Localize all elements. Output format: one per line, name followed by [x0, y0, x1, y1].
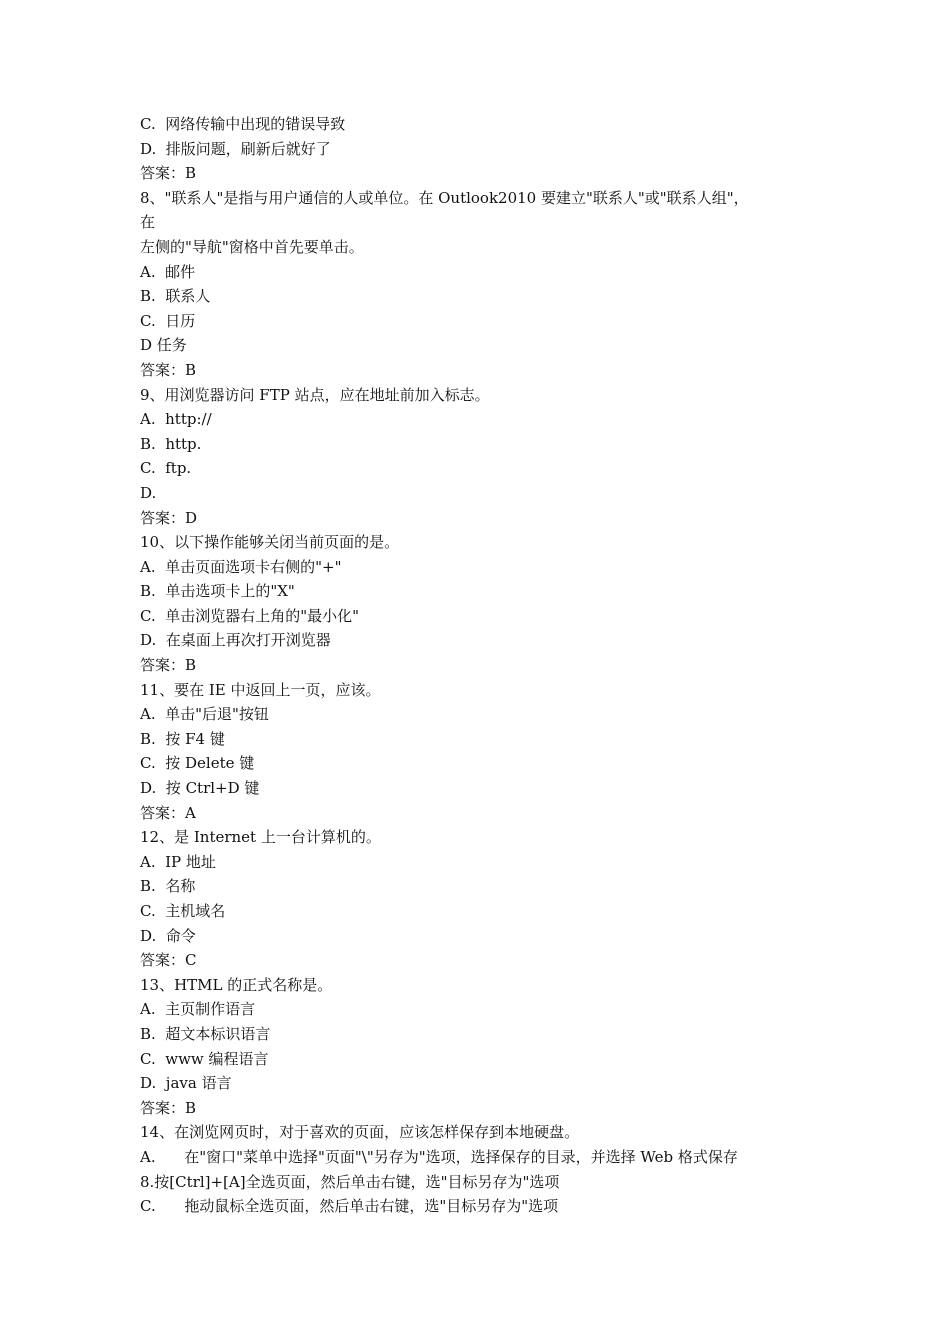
- option-line: D 任务: [140, 336, 187, 355]
- answer-line: 答案：D: [140, 508, 198, 527]
- option-line: D.: [140, 483, 157, 502]
- option-line: D. 命令: [140, 926, 196, 945]
- option-line: A. 单击"后退"按钮: [140, 705, 269, 724]
- option-line: A. IP 地址: [140, 852, 216, 871]
- answer-line: 答案：B: [140, 360, 197, 379]
- option-line: B. 名称: [140, 877, 196, 896]
- option-line: C. 单击浏览器右上角的"最小化": [140, 606, 360, 625]
- question-line: 13、HTML 的正式名称是。: [140, 975, 333, 994]
- question-line: 9、用浏览器访问 FTP 站点，应在地址前加入标志。: [140, 385, 490, 404]
- option-line: A. 单击页面选项卡右侧的"+": [140, 557, 342, 576]
- question-line: 12、是 Internet 上一台计算机的。: [140, 828, 381, 847]
- answer-line: 答案：B: [140, 164, 197, 183]
- option-line: A. 在"窗口"菜单中选择"页面"\"另存为"选项，选择保存的目录，并选择 Web 格式保存: [140, 1147, 738, 1166]
- option-line: B. 按 F4 键: [140, 729, 225, 748]
- answer-line: 答案：A: [140, 803, 196, 822]
- answer-line: 答案：C: [140, 951, 197, 970]
- option-line: C. 拖动鼠标全选页面，然后单击右键，选"目标另存为"选项: [140, 1197, 559, 1216]
- option-line: C. www 编程语言: [140, 1049, 269, 1068]
- text-line: C. 网络传输中出现的错误导致: [140, 115, 346, 133]
- option-line: B. 联系人: [140, 287, 211, 306]
- text-line: D. 排版问题，刷新后就好了: [140, 139, 331, 158]
- option-line: C. 日历: [140, 311, 196, 330]
- option-line: A. http://: [140, 410, 212, 429]
- option-line: D. 在桌面上再次打开浏览器: [140, 631, 331, 650]
- option-line: A. 主页制作语言: [140, 1000, 256, 1019]
- option-line: C. ftp.: [140, 459, 192, 478]
- option-line: B. 超文本标识语言: [140, 1024, 271, 1043]
- answer-line: 答案：B: [140, 656, 197, 675]
- text-line: 在: [140, 213, 156, 232]
- answer-line: 答案：B: [140, 1098, 197, 1117]
- document-page: [140, 112, 800, 1219]
- option-line: A. 邮件: [140, 262, 196, 281]
- question-line: 8、"联系人"是指与用户通信的人或单位。在 Outlook2010 要建立"联系人"或"联系人组"，: [140, 188, 749, 207]
- option-line: D. java 语言: [140, 1074, 232, 1093]
- option-line: B. http.: [140, 434, 202, 453]
- option-line: C. 主机域名: [140, 902, 226, 920]
- question-line: 10、以下操作能够关闭当前页面的是。: [140, 533, 400, 552]
- option-line: D. 按 Ctrl+D 键: [140, 779, 260, 798]
- option-line: 8.按[Ctrl]+[A]全选页面，然后单击右键，选"目标另存为"选项: [140, 1172, 560, 1191]
- question-line: 11、要在 IE 中返回上一页，应该。: [140, 680, 381, 699]
- text-line: 左侧的"导航"窗格中首先要单击。: [140, 237, 364, 256]
- option-line: B. 单击选项卡上的"X": [140, 582, 295, 601]
- question-line: 14、在浏览网页时，对于喜欢的页面，应该怎样保存到本地硬盘。: [140, 1123, 580, 1142]
- option-line: C. 按 Delete 键: [140, 754, 255, 773]
